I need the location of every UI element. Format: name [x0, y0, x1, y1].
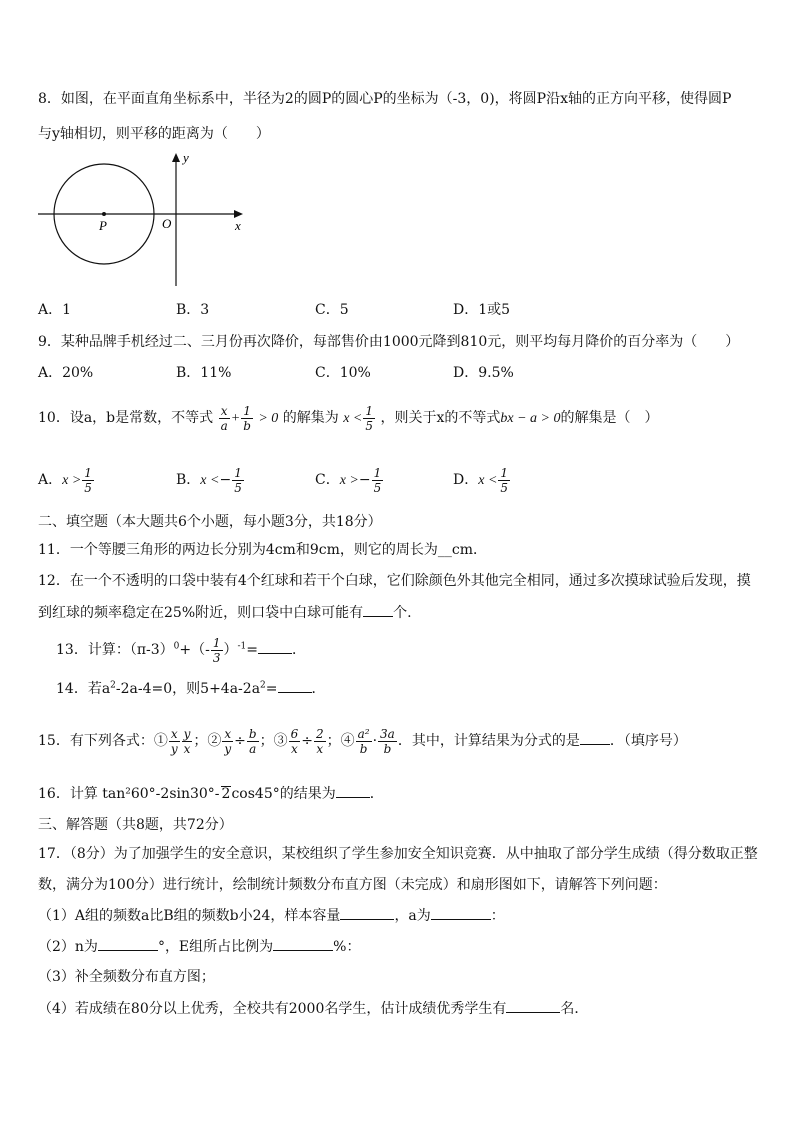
q15-stem: 15．有下列各式：① $\frac{x}{y}$ $\frac{y}{x}$ ；② $\frac{x}{y}$ ÷ $\frac{b}{a}$ ；③ $\frac{6}{x}$ ÷ $\frac{2}{x}$ ；④ $\frac{\text{a²}}{b}$ · $\frac{3a}{b}$ ．其中，计算结果为分式的是 ．（填序号）	[38, 726, 687, 756]
label-o: O	[162, 216, 172, 231]
q10-stem	[38, 402, 658, 435]
q16-stem: 16．计算 tan²60°-2sin30°- 2cos45°的结果为 ．	[38, 786, 384, 802]
q10-text-4: 的解集是（ ）	[560, 410, 659, 426]
q13-stem: 13．计算：$(\pi-3)^0+(-$ $\frac{1}{3}$ ）$^{-1}$= ．	[56, 635, 307, 665]
q17-part3: （3）补全频数分布直方图；	[38, 969, 215, 985]
q17-e-ratio-blank[interactable]	[273, 938, 333, 951]
q11-stem: 11．一个等腰三角形的两边长分别为4cm和9cm，则它的周长为__cm．	[38, 542, 487, 558]
q8-option-d: D．1或5	[453, 302, 511, 318]
q17-excellent-count-blank[interactable]	[506, 1000, 560, 1013]
frac-1-over-b: $\frac{1}{b}$	[243, 403, 251, 433]
q10-text-2: 的解集为	[282, 410, 339, 426]
q17-stem-line1: 17．（8分）为了加强学生的安全意识，某校组织了学生参加安全知识竞赛．从中抽取了部分学生成绩（得分数取正整	[38, 846, 758, 862]
q17-part2: （2）n为 °，E组所占比例为 %：	[38, 939, 361, 955]
section-2-heading: 二、填空题（本大题共6个小题，每小题3分，共18分）	[38, 514, 382, 530]
y-axis-arrow	[172, 153, 180, 162]
sqrt-2: 2	[221, 786, 231, 802]
q10-option-b: B．x <− $\frac{1}{5}$	[176, 465, 242, 495]
q17-sample-size-blank[interactable]	[340, 907, 394, 920]
q14-answer-blank[interactable]	[278, 680, 312, 693]
q10-text-3: ，则关于x的不等式	[380, 410, 501, 426]
inequality-bx-a: bx − a > 0	[500, 411, 561, 426]
q17-n-blank[interactable]	[98, 938, 158, 951]
q13-answer-blank[interactable]	[258, 641, 292, 654]
q10-option-d: D．x < $\frac{1}{5}$	[453, 465, 509, 495]
q9-option-c: C．10%	[315, 365, 371, 381]
q8-option-b: B．3	[176, 302, 210, 318]
q12-answer-blank[interactable]	[363, 604, 393, 617]
q14-stem: 14．若$a^2-2a-4=0$，则$5+4a-2a^2=$ ．	[56, 680, 326, 697]
x-less-than: x <	[343, 411, 363, 426]
q8-option-c: C．5	[315, 302, 349, 318]
frac-1-over-5: $\frac{1}{5}$	[365, 403, 373, 433]
plus-sign: +	[230, 411, 241, 426]
q8-coordinate-figure	[36, 150, 250, 288]
q12-stem-line1: 12．在一个不透明的口袋中装有4个红球和若干个白球，它们除颜色外其他完全相同，通过多次摸球试验后发现，摸	[38, 573, 751, 589]
q10-text-1: 10．设a，b是常数，不等式	[38, 410, 214, 426]
q9-option-b: B．11%	[176, 365, 232, 381]
q10-option-a: A．x > $\frac{1}{5}$	[38, 465, 92, 495]
q9-stem: 9．某种品牌手机经过二、三月份再次降价，每部售价由1000元降到810元，则平均每月降价的百分率为（ ）	[38, 334, 740, 350]
label-y: y	[183, 150, 189, 165]
q8-option-a: A．1	[38, 302, 72, 318]
q17-part1: （1）A组的频数a比B组的频数b小24，样本容量 ，a为 ：	[38, 908, 505, 924]
q9-option-a: A．20%	[38, 365, 94, 381]
q9-option-d: D．9.5%	[453, 365, 514, 381]
q12-stem-line2: 到红球的频率稳定在25%附近，则口袋中白球可能有 个.	[38, 605, 412, 621]
q10-option-c: C．x >− $\frac{1}{5}$	[315, 465, 382, 495]
q15-answer-blank[interactable]	[580, 732, 610, 745]
center-point-p	[102, 212, 106, 216]
q17-stem-line2: 数，满分为100分）进行统计，绘制统计频数分布直方图（未完成）和扇形图如下，请解答下列问题：	[38, 877, 667, 893]
q16-answer-blank[interactable]	[336, 785, 370, 798]
label-x: x	[235, 218, 241, 233]
gt-zero: > 0	[258, 411, 279, 426]
section-3-heading: 三、解答题（共8题，共72分）	[38, 817, 233, 833]
label-p: P	[99, 218, 107, 233]
q17-a-value-blank[interactable]	[431, 907, 491, 920]
x-axis-arrow	[234, 210, 243, 218]
q17-part4: （4）若成绩在80分以上优秀，全校共有2000名学生，估计成绩优秀学生有 名．	[38, 1001, 589, 1017]
q8-stem-line1: 8．如图，在平面直角坐标系中，半径为2的圆P的圆心P的坐标为（-3，0)，将圆P沿x轴的正方向平移，使得圆P	[38, 91, 732, 107]
frac-x-over-a: $\frac{x}{a}$	[220, 403, 228, 433]
q8-stem-line2: 与y轴相切，则平移的距离为（ ）	[38, 126, 270, 142]
